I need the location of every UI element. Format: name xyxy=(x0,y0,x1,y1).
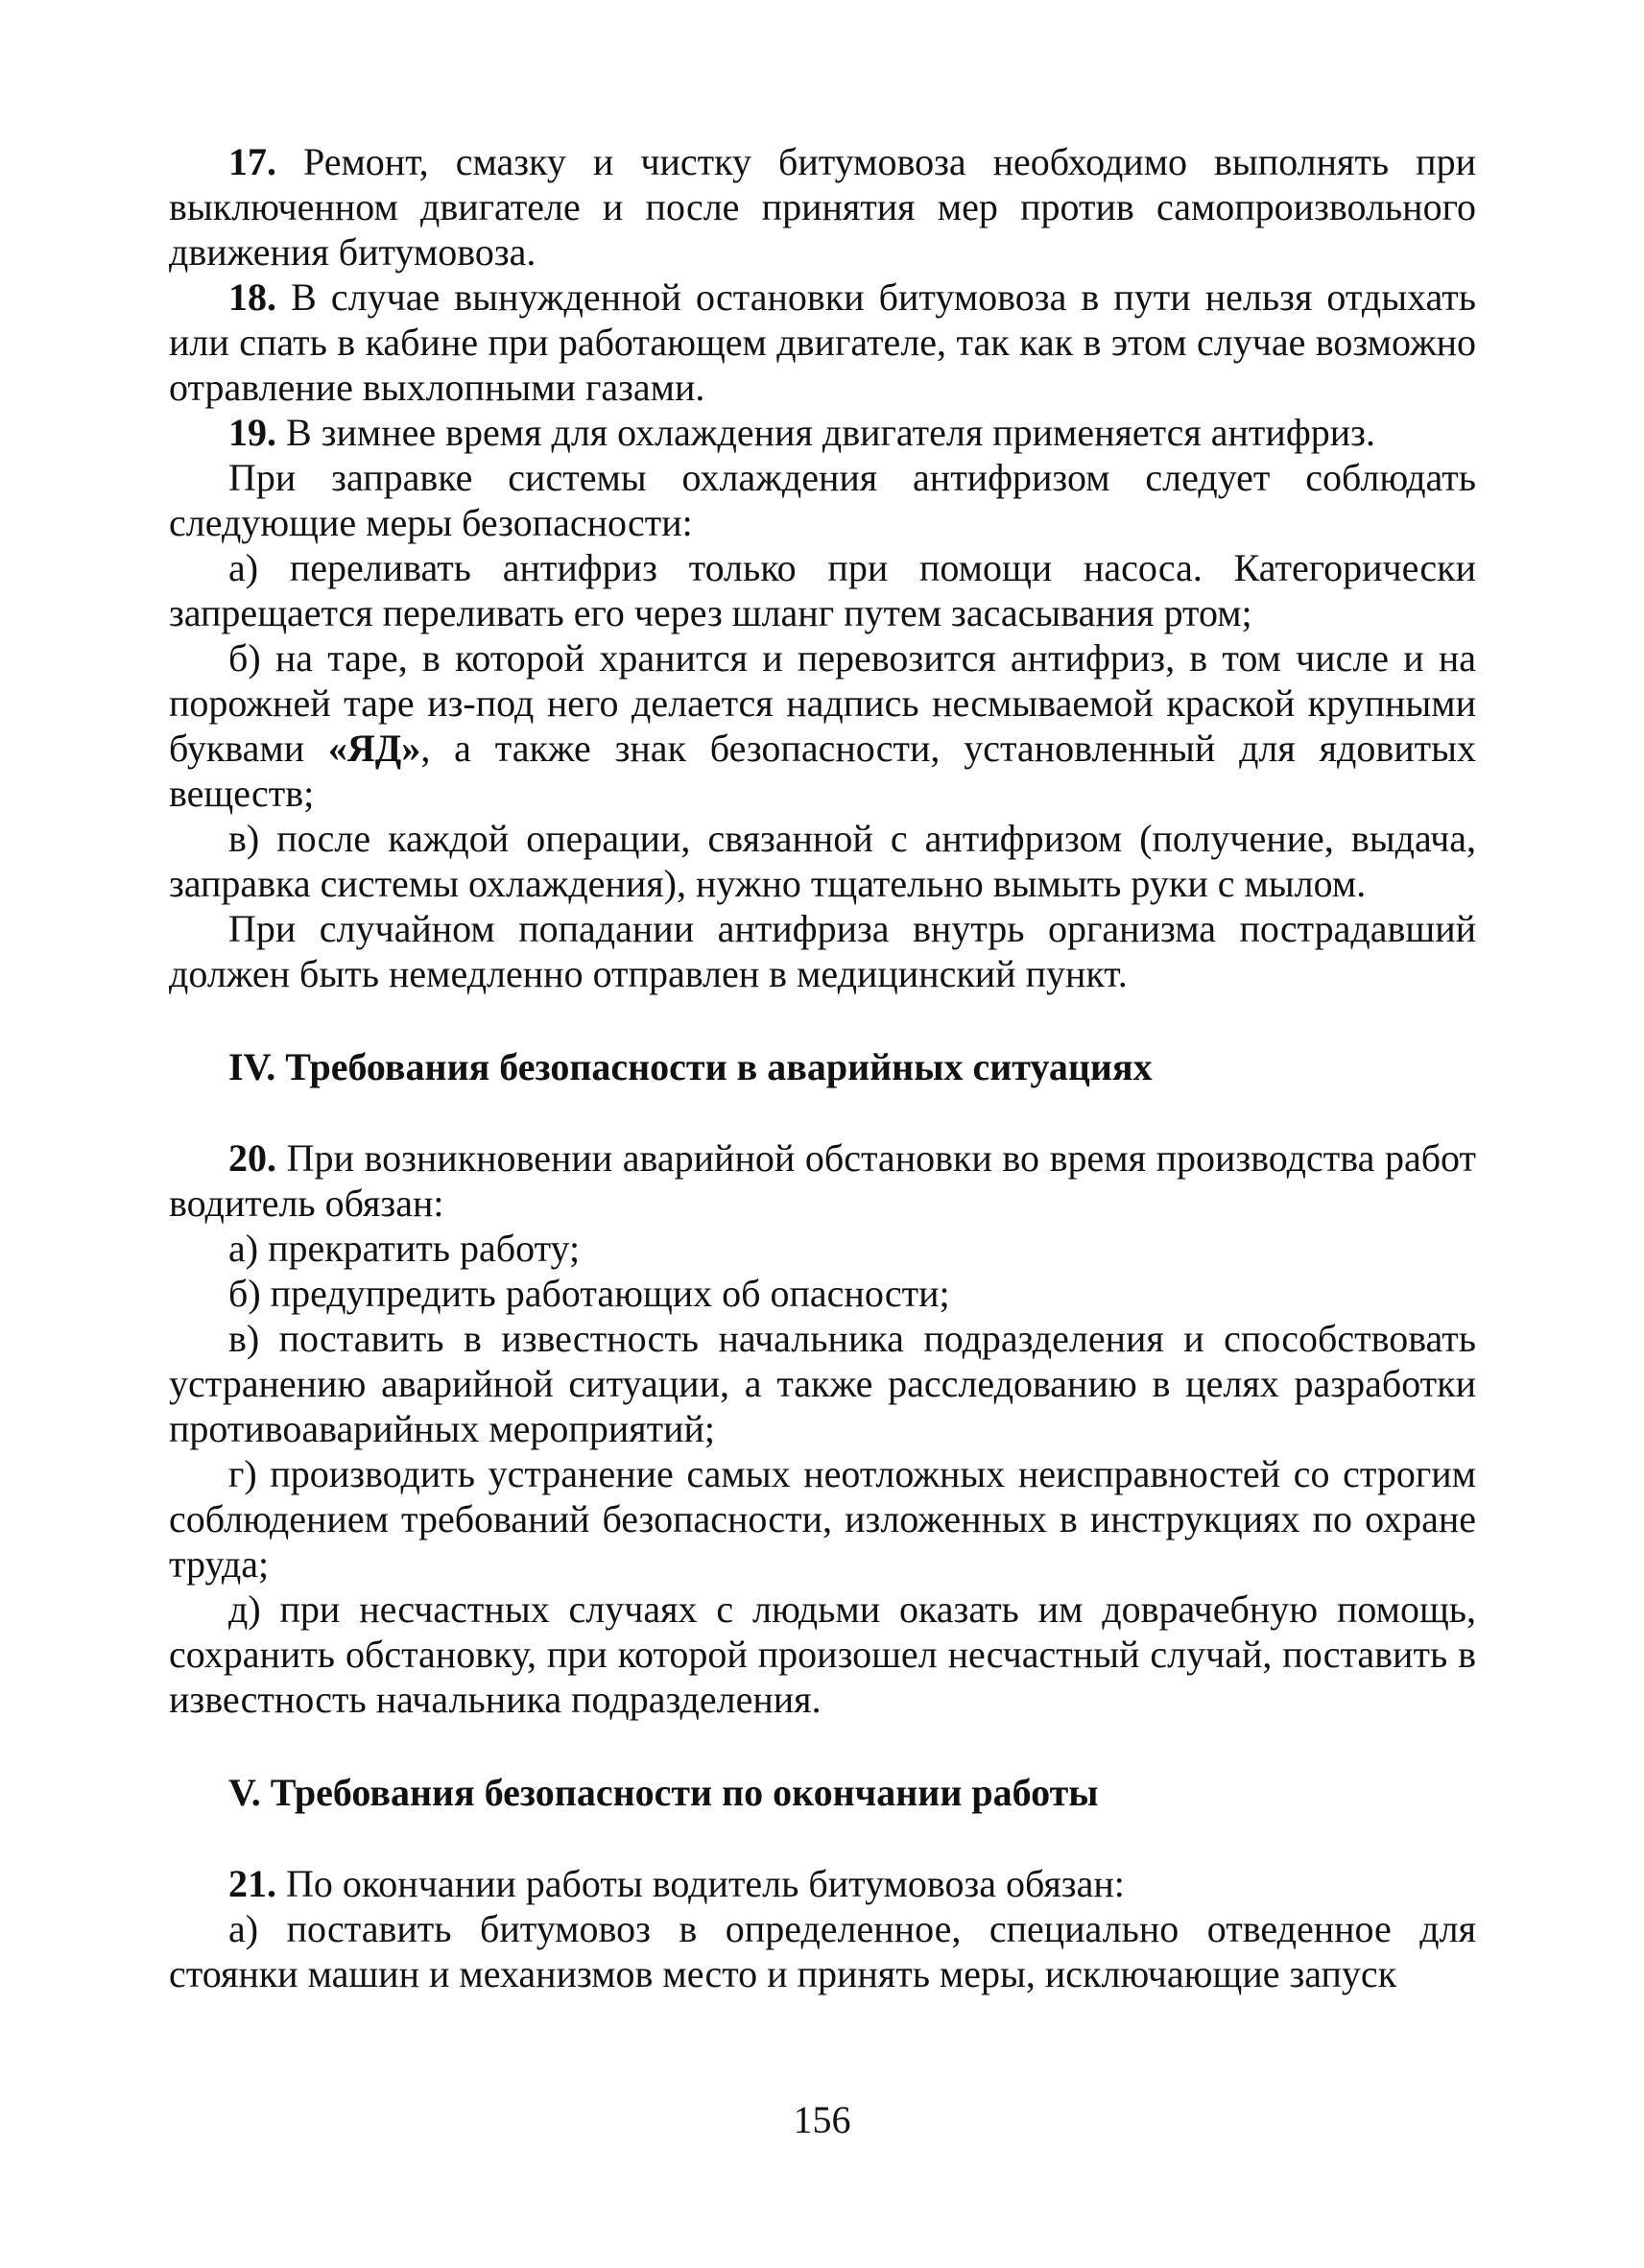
item-number: 19. xyxy=(228,411,276,454)
document-page xyxy=(169,139,1476,1996)
paragraph-text: При возникновении аварийной обстановки во время производства работ водитель обязан: xyxy=(169,1136,1476,1225)
paragraph-text: По окончании работы водитель битумовоза обязан: xyxy=(276,1862,1125,1905)
list-item-20-c: в) поставить в известность начальника подразделения и способствовать устранению аварийной ситуации, а также расследованию в целях разработки противоаварийных мероприятий; xyxy=(169,1317,1476,1450)
list-item-21-a: а) поставить битумовоз в определенное, специально отведенное для стоянки машин и механизмов место и принять меры, исключающие запуск xyxy=(169,1907,1476,1995)
section-heading-iv: IV. Требования безопасности в аварийных ситуациях xyxy=(228,1045,1153,1088)
paragraph-text: б) на таре, в которой хранится и перевозится антифриз, в том числе и на порожней таре из-под него делается надпись несмываемой краской крупными буквами xyxy=(169,636,1476,770)
item-number: 21. xyxy=(228,1862,276,1905)
paragraph-text: , а также знак безопасности, установленный для ядовитых веществ; xyxy=(169,727,1477,815)
paragraph-17 xyxy=(169,139,1476,275)
paragraph-21 xyxy=(169,1861,1476,1906)
paragraph-20 xyxy=(169,1135,1476,1226)
list-item-19-b xyxy=(169,635,1476,816)
paragraph-19 xyxy=(169,410,1476,455)
list-item-20-d: г) производить устранение самых неотложных неисправностей со строгим соблюдением требований безопасности, изложенных в инструкциях по охране труда; xyxy=(169,1452,1476,1586)
section-heading-v: V. Требования безопасности по окончании работы xyxy=(228,1771,1099,1814)
item-number: 20. xyxy=(228,1136,276,1180)
paragraph-text: В зимнее время для охлаждения двигателя применяется антифриз. xyxy=(276,411,1375,454)
list-item-19-c: в) после каждой операции, связанной с антифризом (получение, выдача, заправка системы охлаждения), нужно тщательно вымыть руки с мылом. xyxy=(169,817,1476,905)
paragraph-text: Ремонт, смазку и чистку битумовоза необходимо выполнять при выключенном двигателе и после принятия мер против самопроизвольного движения битумовоза. xyxy=(169,140,1476,274)
list-item-20-b: б) предупредить работающих об опасности; xyxy=(228,1272,950,1315)
list-item-20-a: а) прекратить работу; xyxy=(228,1227,581,1270)
list-item-19-a: а) переливать антифриз только при помощи насоса. Категорически запрещается переливать его через шланг путем засасывания ртом; xyxy=(169,546,1476,634)
paragraph-19-note: При случайном попадании антифриза внутрь организма пострадавший должен быть немедленно отправлен в медицинский пункт. xyxy=(169,907,1476,995)
poison-label: «ЯД» xyxy=(327,727,421,770)
item-number: 18. xyxy=(228,275,276,319)
paragraph-text: В случае вынужденной остановки битумовоза в пути нельзя отдыхать или спать в кабине при работающем двигателе, так как в этом случае возможно отравление выхлопными газами. xyxy=(169,275,1476,409)
paragraph-19-intro: При заправке системы охлаждения антифризом следует соблюдать следующие меры безопасности: xyxy=(169,456,1476,544)
page-number: 156 xyxy=(793,2098,851,2141)
item-number: 17. xyxy=(228,140,276,183)
paragraph-18 xyxy=(169,275,1476,410)
list-item-20-e: д) при несчастных случаях с людьми оказать им доврачебную помощь, сохранить обстановку, при которой произошел несчастный случай, поставить в известность начальника подразделения. xyxy=(169,1588,1476,1721)
